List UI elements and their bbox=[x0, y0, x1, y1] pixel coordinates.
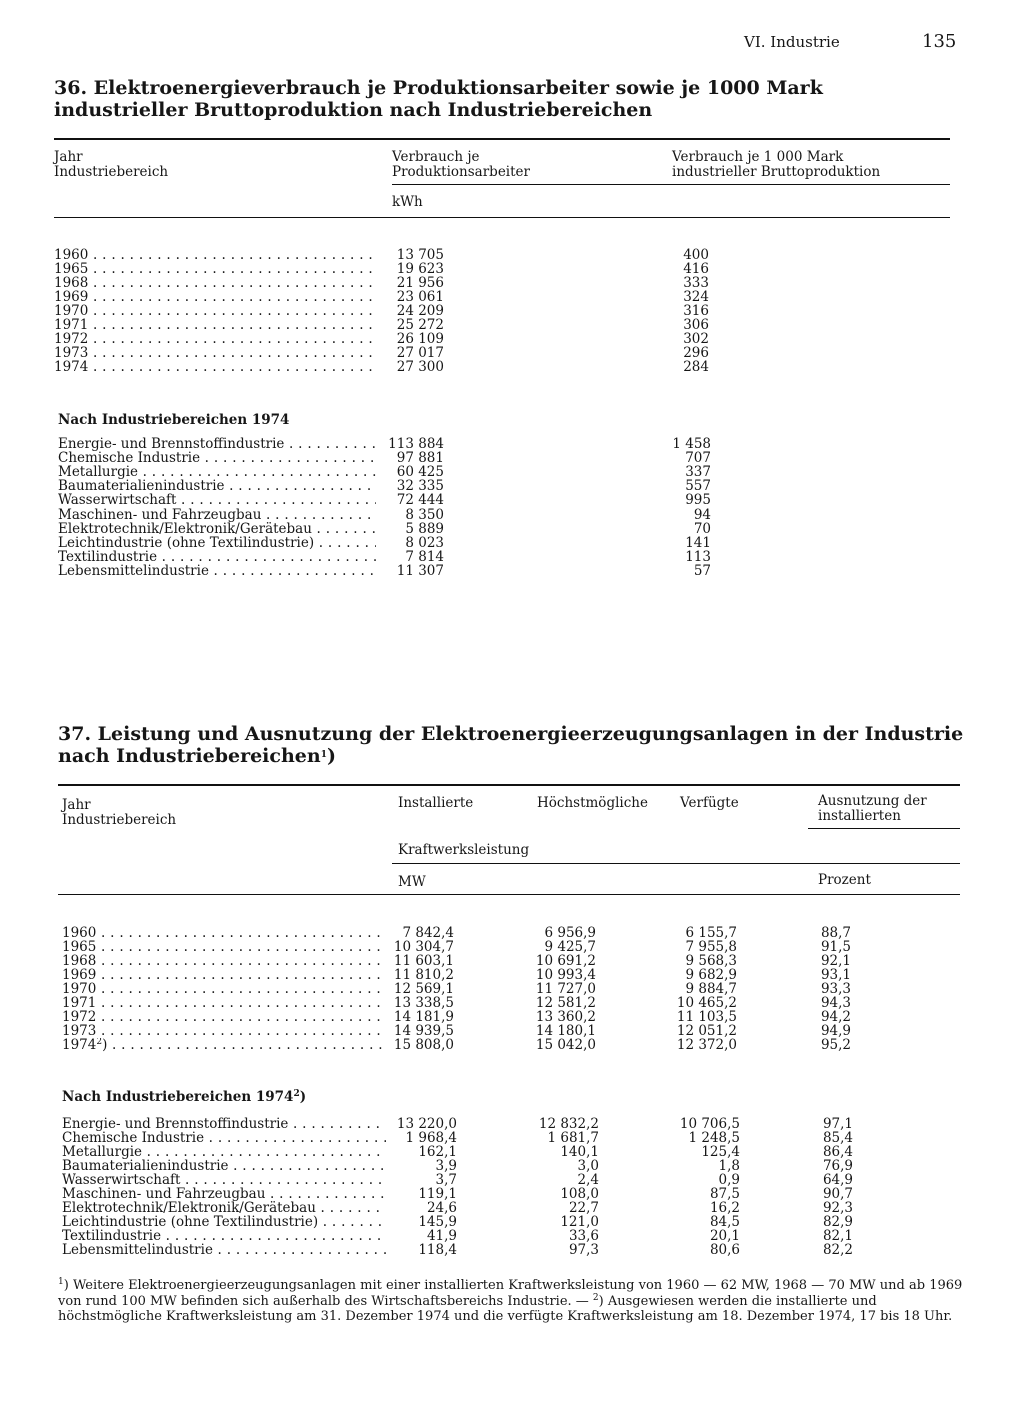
cell-c: 9 682,9 bbox=[685, 967, 737, 983]
cell-b: 10 993,4 bbox=[535, 967, 596, 983]
cell-b: 13 360,2 bbox=[535, 1009, 596, 1025]
cell-b: 337 bbox=[685, 464, 711, 481]
row-label: Chemische Industrie . . . bbox=[62, 1131, 386, 1145]
cell-c: 20,1 bbox=[709, 1228, 740, 1244]
cell-a: 10 304,7 bbox=[393, 939, 454, 955]
cell-a: 8 350 bbox=[405, 506, 444, 523]
cell-c: 80,6 bbox=[709, 1242, 740, 1258]
table37-body-rule bbox=[58, 894, 960, 895]
cell-b: 306 bbox=[683, 317, 709, 333]
cell-b: 416 bbox=[683, 261, 709, 277]
cell-a: 118,4 bbox=[418, 1242, 457, 1258]
cell-a: 11 307 bbox=[396, 562, 444, 579]
cell-a: 15 808,0 bbox=[393, 1037, 454, 1053]
table37-col-d-rule bbox=[808, 828, 960, 829]
table37-unit-pct: Prozent bbox=[818, 872, 871, 888]
row-label: 1960 . . . bbox=[62, 926, 382, 940]
cell-a: 11 810,2 bbox=[393, 967, 454, 983]
cell-d: 82,1 bbox=[822, 1228, 853, 1244]
cell-b: 10 691,2 bbox=[535, 953, 596, 969]
table36-col-b-header: Verbrauch je 1 000 Mark industrieller Bruttoproduktion bbox=[672, 149, 881, 180]
table37-stub-header: Jahr Industriebereich bbox=[62, 797, 177, 828]
row-label: Maschinen- und Fahrzeugbau . . . bbox=[58, 508, 376, 522]
table37-group-rule bbox=[392, 863, 960, 864]
cell-a: 3,7 bbox=[435, 1172, 457, 1188]
row-label: Metallurgie . . . bbox=[58, 465, 376, 479]
row-label: Energie- und Brennstoffindustrie . . . bbox=[62, 1117, 386, 1131]
cell-b: 6 956,9 bbox=[544, 925, 596, 941]
cell-b: 324 bbox=[683, 289, 709, 305]
table37-col-d-header: Ausnutzung der installierten bbox=[818, 793, 927, 824]
row-label: Lebensmittelindustrie . . . bbox=[62, 1243, 386, 1257]
cell-a: 162,1 bbox=[418, 1144, 457, 1160]
row-label: Leichtindustrie (ohne Textilindustrie) . . . bbox=[58, 536, 376, 550]
cell-d: 93,1 bbox=[820, 967, 851, 983]
table37-unit-mw: MW bbox=[398, 874, 426, 890]
table37-footnotes: $^1$) Weitere Elektroenergieerzeugungsanlagen mit einer installierten Kraftwerksleistung von 1960 — 62 MW, 1968 — 70 MW und ab 1969 von rund 100 MW befinden sich außerhalb des Wirtschaftsbereichs Industrie. — $^2$) Ausgewiesen werden die installierte und höchstmögliche Kraftwerksleistung am 31. Dezember 1974 und die verfügte Kraftwerksleistung am 18. Dezember 1974, 17 bis 18 Uhr. bbox=[58, 1277, 963, 1324]
section-header: VI. Industrie bbox=[744, 33, 840, 51]
cell-d: 94,3 bbox=[820, 995, 851, 1011]
cell-a: 13 705 bbox=[396, 247, 444, 263]
cell-d: 86,4 bbox=[822, 1144, 853, 1160]
row-label: Wasserwirtschaft . . . bbox=[58, 493, 376, 507]
cell-d: 91,5 bbox=[820, 939, 851, 955]
cell-a: 5 889 bbox=[405, 520, 444, 537]
cell-a: 23 061 bbox=[396, 289, 444, 305]
cell-a: 13 338,5 bbox=[393, 995, 454, 1011]
row-label: 1974$^2$) . . . bbox=[62, 1038, 382, 1052]
cell-c: 87,5 bbox=[709, 1186, 740, 1202]
cell-b: 707 bbox=[685, 450, 711, 467]
cell-b: 94 bbox=[693, 506, 711, 523]
cell-c: 6 155,7 bbox=[685, 925, 737, 941]
footnote-2-text: Ausgewiesen werden die installierte und höchstmögliche Kraftwerksleistung am 31. Dezember 1974 und die verfügte Kraftwerksleistung am 18. Dezember 1974, 17 bis 18 Uhr. bbox=[58, 1293, 953, 1324]
table36-header-rule bbox=[392, 184, 950, 185]
row-label: 1972 . . . bbox=[54, 332, 372, 346]
page-number: 135 bbox=[922, 31, 957, 52]
table36-title: 36. Elektroenergieverbrauch je Produktionsarbeiter sowie je 1000 Mark industrieller Bruttoproduktion nach Industriebereichen bbox=[54, 77, 823, 121]
row-label: 1968 . . . bbox=[62, 954, 382, 968]
row-label: Textilindustrie . . . bbox=[62, 1229, 386, 1243]
cell-a: 27 300 bbox=[396, 359, 444, 375]
cell-d: 92,1 bbox=[820, 953, 851, 969]
row-label: Baumaterialienindustrie . . . bbox=[62, 1159, 386, 1173]
table36-stub-header: Jahr Industriebereich bbox=[54, 149, 169, 180]
cell-a: 1 968,4 bbox=[405, 1130, 457, 1146]
cell-a: 3,9 bbox=[435, 1158, 457, 1174]
cell-d: 94,9 bbox=[820, 1023, 851, 1039]
cell-c: 11 103,5 bbox=[676, 1009, 737, 1025]
cell-a: 19 623 bbox=[396, 261, 444, 277]
cell-c: 84,5 bbox=[709, 1214, 740, 1230]
cell-a: 113 884 bbox=[388, 436, 444, 452]
cell-c: 10 465,2 bbox=[676, 995, 737, 1011]
cell-a: 41,9 bbox=[426, 1228, 457, 1244]
cell-d: 64,9 bbox=[822, 1172, 853, 1188]
row-label: Metallurgie . . . bbox=[62, 1145, 386, 1159]
cell-d: 82,9 bbox=[822, 1214, 853, 1230]
cell-b: 296 bbox=[683, 345, 709, 361]
cell-a: 13 220,0 bbox=[396, 1116, 457, 1132]
row-label: 1973 . . . bbox=[54, 346, 372, 360]
table36-top-rule bbox=[54, 138, 950, 140]
cell-a: 24 209 bbox=[396, 303, 444, 319]
cell-c: 12 372,0 bbox=[676, 1037, 737, 1053]
cell-a: 21 956 bbox=[396, 275, 444, 291]
cell-b: 140,1 bbox=[560, 1144, 599, 1160]
cell-d: 88,7 bbox=[820, 925, 851, 941]
cell-a: 32 335 bbox=[396, 478, 444, 495]
cell-d: 85,4 bbox=[822, 1130, 853, 1146]
table37-col-c-header: Verfügte bbox=[680, 795, 739, 811]
cell-b: 284 bbox=[683, 359, 709, 375]
cell-a: 27 017 bbox=[396, 345, 444, 361]
cell-a: 12 569,1 bbox=[393, 981, 454, 997]
cell-c: 7 955,8 bbox=[685, 939, 737, 955]
cell-c: 12 051,2 bbox=[676, 1023, 737, 1039]
cell-b: 97,3 bbox=[568, 1242, 599, 1258]
cell-c: 0,9 bbox=[718, 1172, 740, 1188]
table37-subheading: Nach Industriebereichen 1974$^2$) bbox=[62, 1089, 307, 1105]
cell-a: 14 181,9 bbox=[393, 1009, 454, 1025]
cell-d: 90,7 bbox=[822, 1186, 853, 1202]
cell-a: 11 603,1 bbox=[393, 953, 454, 969]
cell-c: 1,8 bbox=[718, 1158, 740, 1174]
row-label: Elektrotechnik/Elektronik/Gerätebau . . . bbox=[62, 1201, 386, 1215]
cell-c: 9 568,3 bbox=[685, 953, 737, 969]
row-label: 1971 . . . bbox=[62, 996, 382, 1010]
cell-b: 9 425,7 bbox=[544, 939, 596, 955]
row-label: 1971 . . . bbox=[54, 318, 372, 332]
cell-b: 995 bbox=[685, 492, 711, 509]
cell-b: 57 bbox=[693, 562, 711, 579]
cell-b: 302 bbox=[683, 331, 709, 347]
table37-title: 37. Leistung und Ausnutzung der Elektroenergieerzeugungsanlagen in der Industrie nach Industriebereichen$^1$) bbox=[58, 723, 964, 767]
row-label: Leichtindustrie (ohne Textilindustrie) . . . bbox=[62, 1215, 386, 1229]
cell-b: 12 581,2 bbox=[535, 995, 596, 1011]
cell-c: 125,4 bbox=[701, 1144, 740, 1160]
footnote-ref: 2 bbox=[96, 1038, 103, 1047]
table37-col-b-header: Höchstmögliche bbox=[537, 795, 648, 811]
table36-unit: kWh bbox=[392, 194, 423, 210]
row-label: 1972 . . . bbox=[62, 1010, 382, 1024]
cell-c: 16,2 bbox=[709, 1200, 740, 1216]
row-label: 1970 . . . bbox=[54, 304, 372, 318]
cell-a: 7 814 bbox=[405, 548, 444, 565]
row-label: Maschinen- und Fahrzeugbau . . . bbox=[62, 1187, 386, 1201]
cell-b: 1 681,7 bbox=[547, 1130, 599, 1146]
cell-b: 1 458 bbox=[672, 436, 711, 452]
cell-c: 1 248,5 bbox=[688, 1130, 740, 1146]
footnote-1-text: Weitere Elektroenergieerzeugungsanlagen mit einer installierten Kraftwerksleistung von 1960 — 62 MW, 1968 — 70 MW und ab 1969 von rund 100 MW befinden sich außerhalb des Wirtschaftsbereichs Industrie. — bbox=[58, 1278, 963, 1309]
cell-b: 400 bbox=[683, 247, 709, 263]
row-label: Wasserwirtschaft . . . bbox=[62, 1173, 386, 1187]
cell-a: 26 109 bbox=[396, 331, 444, 347]
cell-b: 121,0 bbox=[560, 1214, 599, 1230]
cell-d: 97,1 bbox=[822, 1116, 853, 1132]
table36-subheading: Nach Industriebereichen 1974 bbox=[58, 412, 290, 428]
cell-d: 82,2 bbox=[822, 1242, 853, 1258]
cell-b: 316 bbox=[683, 303, 709, 319]
row-label: Energie- und Brennstoffindustrie . . . bbox=[58, 437, 376, 451]
footnote-ref-1: 1 bbox=[320, 750, 327, 760]
cell-b: 3,0 bbox=[577, 1158, 599, 1174]
row-label: 1965 . . . bbox=[62, 940, 382, 954]
cell-a: 97 881 bbox=[396, 450, 444, 467]
cell-a: 8 023 bbox=[405, 534, 444, 551]
table37-col-a-header: Installierte bbox=[398, 795, 474, 811]
row-label: 1968 . . . bbox=[54, 276, 372, 290]
row-label: Lebensmittelindustrie . . . bbox=[58, 564, 376, 578]
cell-a: 25 272 bbox=[396, 317, 444, 333]
cell-d: 92,3 bbox=[822, 1200, 853, 1216]
cell-c: 9 884,7 bbox=[685, 981, 737, 997]
cell-b: 113 bbox=[685, 548, 711, 565]
row-label: 1969 . . . bbox=[54, 290, 372, 304]
footnote-ref-2: 2 bbox=[293, 1089, 300, 1099]
row-label: Elektrotechnik/Elektronik/Gerätebau . . . bbox=[58, 522, 376, 536]
table37-group-label: Kraftwerksleistung bbox=[398, 842, 530, 858]
cell-b: 15 042,0 bbox=[535, 1037, 596, 1053]
row-label: 1970 . . . bbox=[62, 982, 382, 996]
cell-b: 12 832,2 bbox=[538, 1116, 599, 1132]
cell-b: 108,0 bbox=[560, 1186, 599, 1202]
cell-b: 22,7 bbox=[568, 1200, 599, 1216]
row-label: 1965 . . . bbox=[54, 262, 372, 276]
cell-d: 94,2 bbox=[820, 1009, 851, 1025]
footnote-mark-1: 1 bbox=[58, 1277, 64, 1287]
cell-d: 95,2 bbox=[820, 1037, 851, 1053]
row-label: 1969 . . . bbox=[62, 968, 382, 982]
cell-b: 2,4 bbox=[577, 1172, 599, 1188]
cell-d: 93,3 bbox=[820, 981, 851, 997]
cell-b: 557 bbox=[685, 478, 711, 495]
cell-b: 14 180,1 bbox=[535, 1023, 596, 1039]
cell-a: 145,9 bbox=[418, 1214, 457, 1230]
cell-b: 33,6 bbox=[568, 1228, 599, 1244]
cell-a: 7 842,4 bbox=[402, 925, 454, 941]
cell-a: 60 425 bbox=[396, 464, 444, 481]
row-label: 1973 . . . bbox=[62, 1024, 382, 1038]
table36-body-rule bbox=[54, 217, 950, 218]
cell-a: 119,1 bbox=[418, 1186, 457, 1202]
row-label: 1960 . . . bbox=[54, 248, 372, 262]
cell-b: 70 bbox=[693, 520, 711, 537]
table37-top-rule bbox=[58, 784, 960, 786]
cell-a: 72 444 bbox=[396, 492, 444, 509]
row-label: 1974 . . . bbox=[54, 360, 372, 374]
cell-b: 141 bbox=[685, 534, 711, 551]
cell-b: 333 bbox=[683, 275, 709, 291]
row-label: Baumaterialienindustrie . . . bbox=[58, 479, 376, 493]
table36-col-a-header: Verbrauch je Produktionsarbeiter bbox=[392, 149, 530, 180]
cell-a: 14 939,5 bbox=[393, 1023, 454, 1039]
row-label: Textilindustrie . . . bbox=[58, 550, 376, 564]
cell-d: 76,9 bbox=[822, 1158, 853, 1174]
cell-c: 10 706,5 bbox=[679, 1116, 740, 1132]
cell-a: 24,6 bbox=[426, 1200, 457, 1216]
cell-b: 11 727,0 bbox=[535, 981, 596, 997]
row-label: Chemische Industrie . . . bbox=[58, 451, 376, 465]
footnote-mark-2: 2 bbox=[592, 1292, 599, 1303]
